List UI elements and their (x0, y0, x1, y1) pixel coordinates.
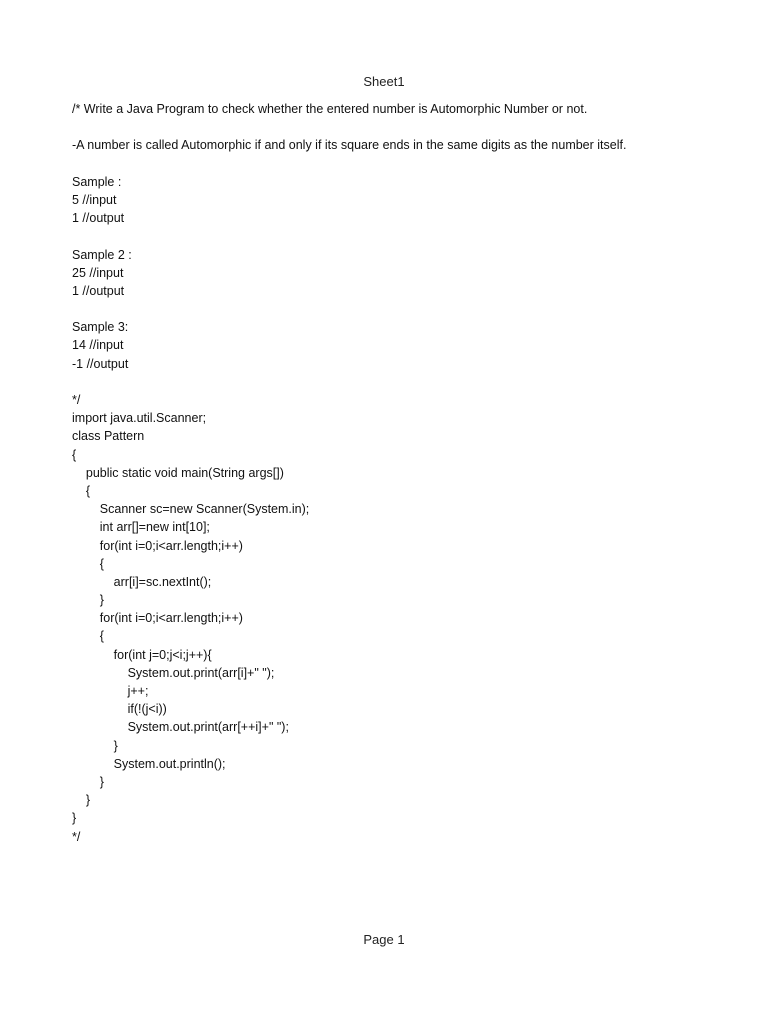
text-line: Sample 2 : (72, 247, 132, 262)
code-line: } (72, 593, 104, 608)
text-line: Sample 3: (72, 320, 129, 335)
code-line: { (72, 447, 77, 462)
code-line: for(int j=0;j<i;j++){ (72, 647, 212, 662)
code-line: } (72, 793, 91, 808)
code-line: { (72, 483, 91, 498)
code-line: } (72, 774, 104, 789)
code-line: if(!(j<i)) (72, 702, 167, 717)
text-line: -A number is called Automorphic if and only if its square ends in the same digits as the number itself. (72, 138, 627, 153)
text-line: 1 //output (72, 211, 125, 226)
code-line: } (72, 811, 77, 826)
sheet-header: Sheet1 (363, 74, 405, 89)
text-line: -1 //output (72, 356, 129, 371)
code-line: for(int i=0;i<arr.length;i++) (72, 611, 243, 626)
text-line: /* Write a Java Program to check whether the entered number is Automorphic Number or not. (72, 102, 588, 116)
code-line: class Pattern (72, 429, 145, 444)
text-line: 5 //input (72, 192, 117, 207)
code-line: public static void main(String args[]) (72, 465, 284, 480)
code-line: int arr[]=new int[10]; (72, 520, 210, 535)
code-line: for(int i=0;i<arr.length;i++) (72, 538, 243, 553)
text-line (72, 118, 732, 136)
code-line: { (72, 556, 104, 571)
text-line: 14 //input (72, 338, 124, 353)
code-line: arr[i]=sc.nextInt(); (72, 574, 212, 589)
page-footer: Page 1 (363, 932, 405, 947)
code-line: System.out.print(arr[i]+" "); (72, 665, 275, 680)
text-line: 25 //input (72, 265, 124, 280)
text-line (72, 155, 732, 173)
code-line: j++; (72, 684, 149, 698)
document-body (72, 100, 732, 846)
text-line: Sample : (72, 174, 122, 189)
text-line (72, 227, 732, 245)
code-line: System.out.println(); (72, 756, 226, 771)
code-line: import java.util.Scanner; (72, 411, 207, 426)
code-line: } (72, 738, 118, 753)
code-line: Scanner sc=new Scanner(System.in); (72, 502, 310, 517)
code-line: { (72, 629, 104, 644)
text-line (72, 373, 732, 391)
code-line: System.out.print(arr[++i]+" "); (72, 720, 289, 735)
code-line: */ (72, 829, 81, 844)
text-line: 1 //output (72, 283, 125, 298)
text-line (72, 300, 732, 318)
text-line: */ (72, 393, 81, 407)
